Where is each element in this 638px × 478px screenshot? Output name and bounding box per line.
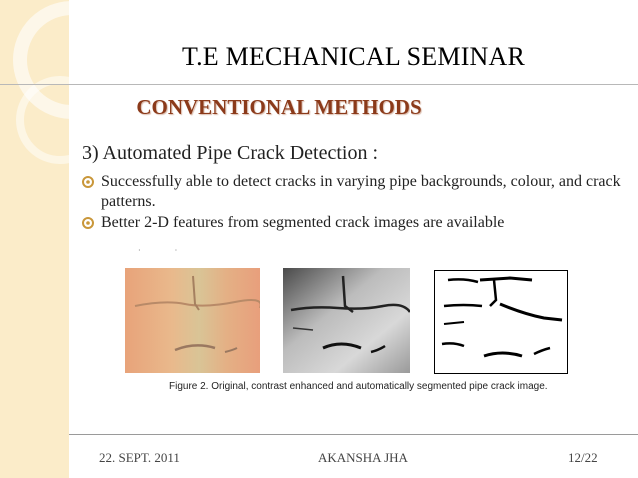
section-heading: 3) Automated Pipe Crack Detection : xyxy=(82,142,379,164)
sidebar-decoration xyxy=(0,0,69,478)
enhanced-crack-image xyxy=(283,268,410,373)
decorative-circles-icon xyxy=(0,0,69,478)
bullet-icon xyxy=(82,217,94,229)
bullet-item xyxy=(82,213,622,233)
bullet-list xyxy=(82,172,622,234)
bullet-item xyxy=(82,172,622,212)
slide-title: T.E MECHANICAL SEMINAR xyxy=(181,42,526,71)
figure-caption: Figure 2. Original, contrast enhanced and automatically segmented pipe crack image. xyxy=(169,381,548,392)
segmented-crack-image xyxy=(434,270,568,374)
footer-divider xyxy=(69,434,638,435)
original-crack-image xyxy=(125,268,260,373)
bullet-text: Better 2-D features from segmented crack images are available xyxy=(101,214,505,231)
bullet-text: Successfully able to detect cracks in varying pipe backgrounds, colour, and crack patterns. xyxy=(101,173,621,210)
page-number: 12/22 xyxy=(568,450,598,465)
bullet-icon xyxy=(82,176,94,188)
slide-subtitle: CONVENTIONAL METHODS xyxy=(136,95,422,119)
decorative-dots: · · xyxy=(138,246,178,255)
header-divider xyxy=(0,84,638,85)
footer-author: AKANSHA JHA xyxy=(318,450,408,465)
footer-date: 22. SEPT. 2011 xyxy=(99,450,180,465)
